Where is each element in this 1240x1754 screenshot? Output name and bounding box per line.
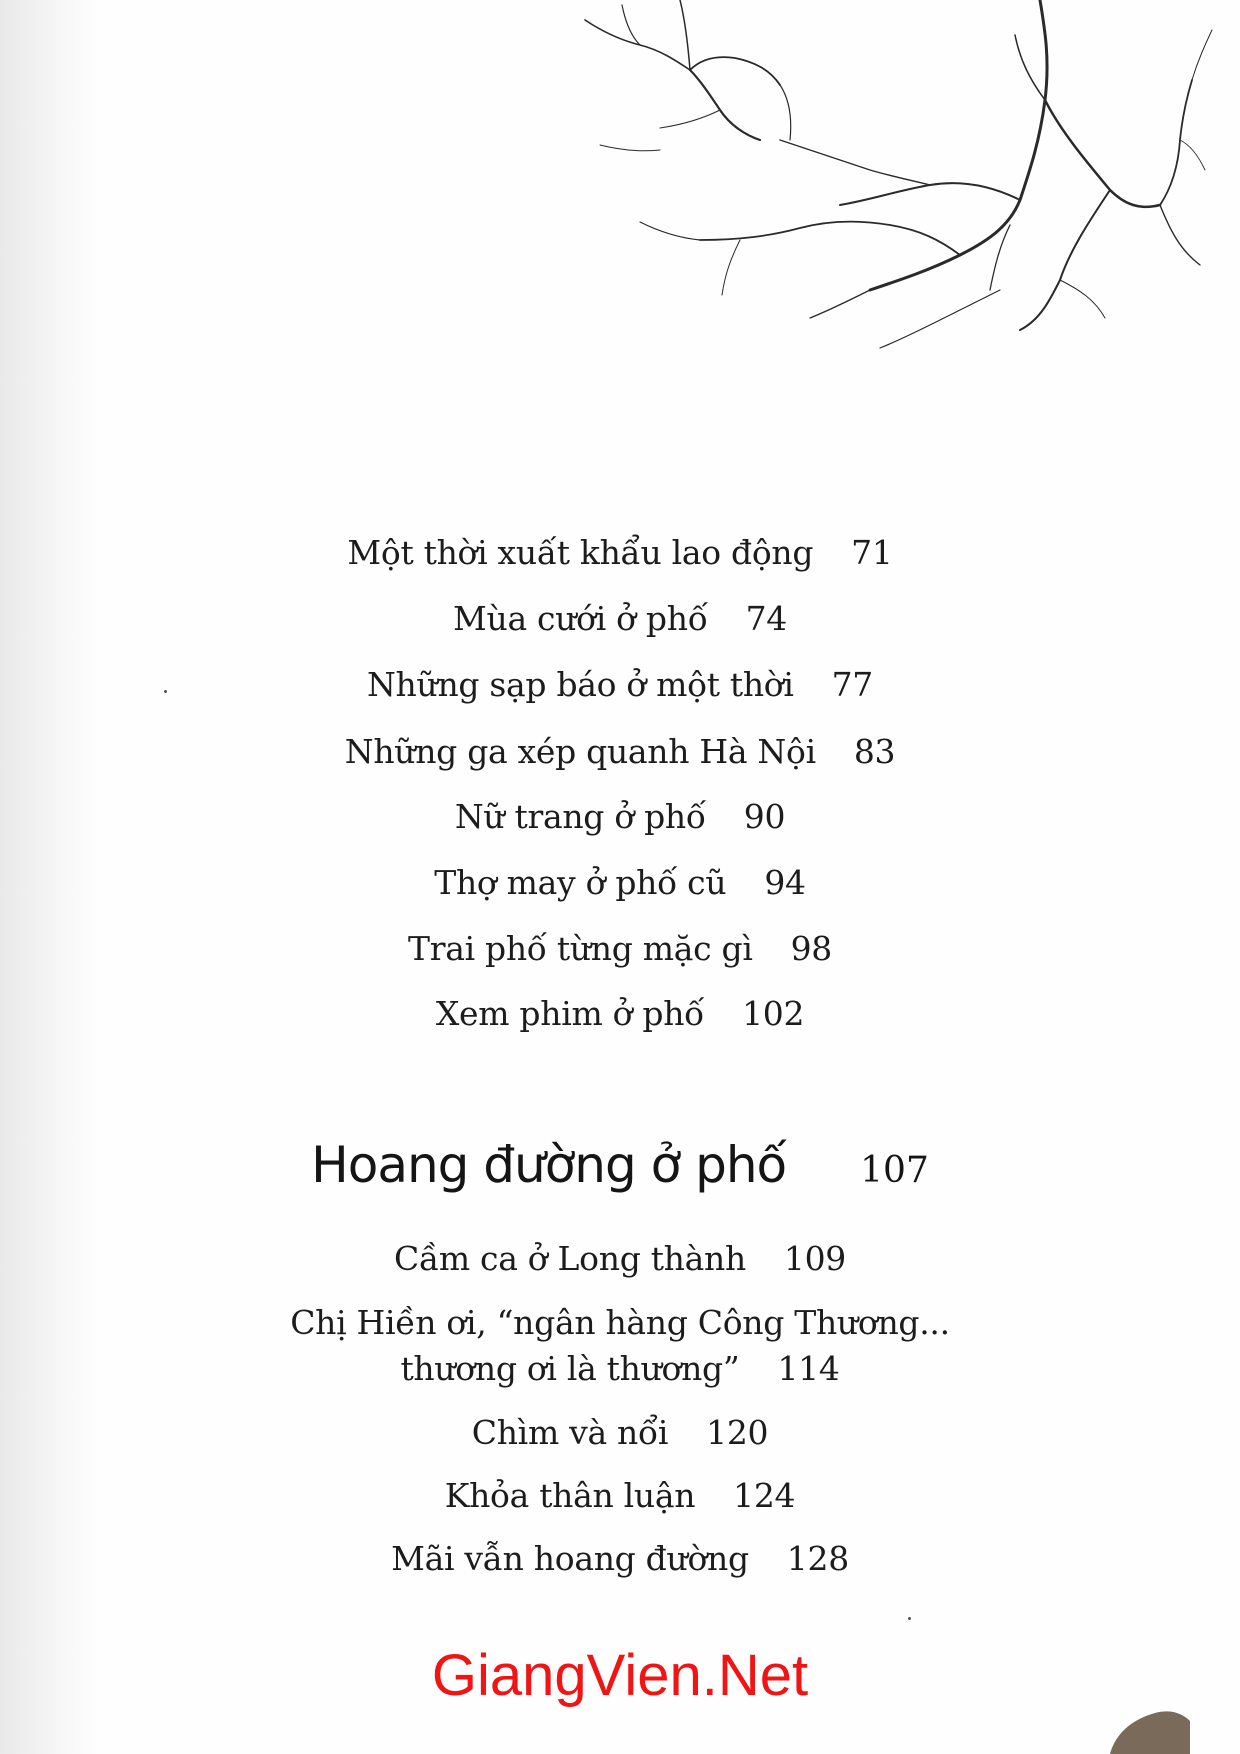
toc-entry bbox=[0, 532, 1240, 575]
tree-branch-icon bbox=[0, 0, 1240, 420]
toc-entry bbox=[0, 1238, 1240, 1281]
toc-entry-title: Chìm và nổi bbox=[471, 1413, 669, 1452]
toc-entry-title-line2: thương ơi là thương” bbox=[400, 1349, 740, 1389]
toc-entry-title: Trai phố từng mặc gì bbox=[408, 929, 753, 968]
toc-entry-page: 114 bbox=[777, 1349, 840, 1389]
toc-entry-title-line1: Chị Hiền ơi, “ngân hàng Công Thương... bbox=[290, 1303, 950, 1342]
toc-entry bbox=[0, 1475, 1240, 1518]
section-heading-title: Hoang đường ở phố bbox=[311, 1136, 787, 1194]
toc-entry-page: 83 bbox=[853, 732, 896, 771]
toc-entry bbox=[0, 862, 1240, 905]
toc-entry-title: Xem phim ở phố bbox=[435, 994, 705, 1033]
toc-entry-page: 77 bbox=[831, 665, 874, 704]
toc-entry-page: 128 bbox=[786, 1539, 849, 1578]
section-heading bbox=[0, 1136, 1240, 1194]
toc-entry bbox=[0, 664, 1240, 707]
watermark-text: GiangVien.Net bbox=[431, 1643, 809, 1708]
toc-entry-title: Cầm ca ở Long thành bbox=[394, 1239, 746, 1278]
toc-entry bbox=[0, 1538, 1240, 1581]
corner-stain-icon bbox=[1110, 1705, 1190, 1754]
toc-entry-title: Những sạp báo ở một thời bbox=[366, 665, 794, 704]
toc-entry-title: Những ga xép quanh Hà Nội bbox=[344, 732, 816, 771]
toc-entry-title: Một thời xuất khẩu lao động bbox=[347, 533, 814, 572]
toc-entry-title: Mãi vẫn hoang đường bbox=[391, 1539, 749, 1578]
toc-entry-page: 71 bbox=[851, 533, 893, 572]
toc-entry-title: Nữ trang ở phố bbox=[454, 797, 706, 836]
toc-entry bbox=[0, 796, 1240, 839]
toc-entry-page: 109 bbox=[783, 1239, 846, 1278]
toc-entry-page: 74 bbox=[745, 599, 787, 638]
toc-entry-page: 98 bbox=[790, 929, 832, 968]
toc-entry-title: Mùa cưới ở phố bbox=[453, 599, 708, 638]
toc-entry bbox=[0, 993, 1240, 1036]
section-heading-page: 107 bbox=[860, 1150, 929, 1191]
toc-entry-title: Thợ may ở phố cũ bbox=[434, 863, 727, 902]
ink-speck bbox=[908, 1617, 911, 1620]
toc-entry bbox=[0, 928, 1240, 971]
toc-entry-page: 102 bbox=[742, 994, 805, 1033]
toc-entry-title: Khỏa thân luận bbox=[444, 1476, 696, 1515]
toc-entry-page: 94 bbox=[764, 863, 806, 902]
toc-entry bbox=[0, 598, 1240, 641]
toc-entry-multiline bbox=[0, 1300, 1240, 1392]
toc-entry-page: 120 bbox=[706, 1413, 769, 1452]
toc-entry bbox=[0, 1412, 1240, 1455]
toc-entry-page: 90 bbox=[743, 797, 786, 836]
toc-entry-title-line2-wrap bbox=[0, 1346, 1240, 1392]
toc-entry bbox=[0, 731, 1240, 774]
ink-speck bbox=[164, 690, 167, 693]
toc-entry-page: 124 bbox=[733, 1476, 796, 1515]
